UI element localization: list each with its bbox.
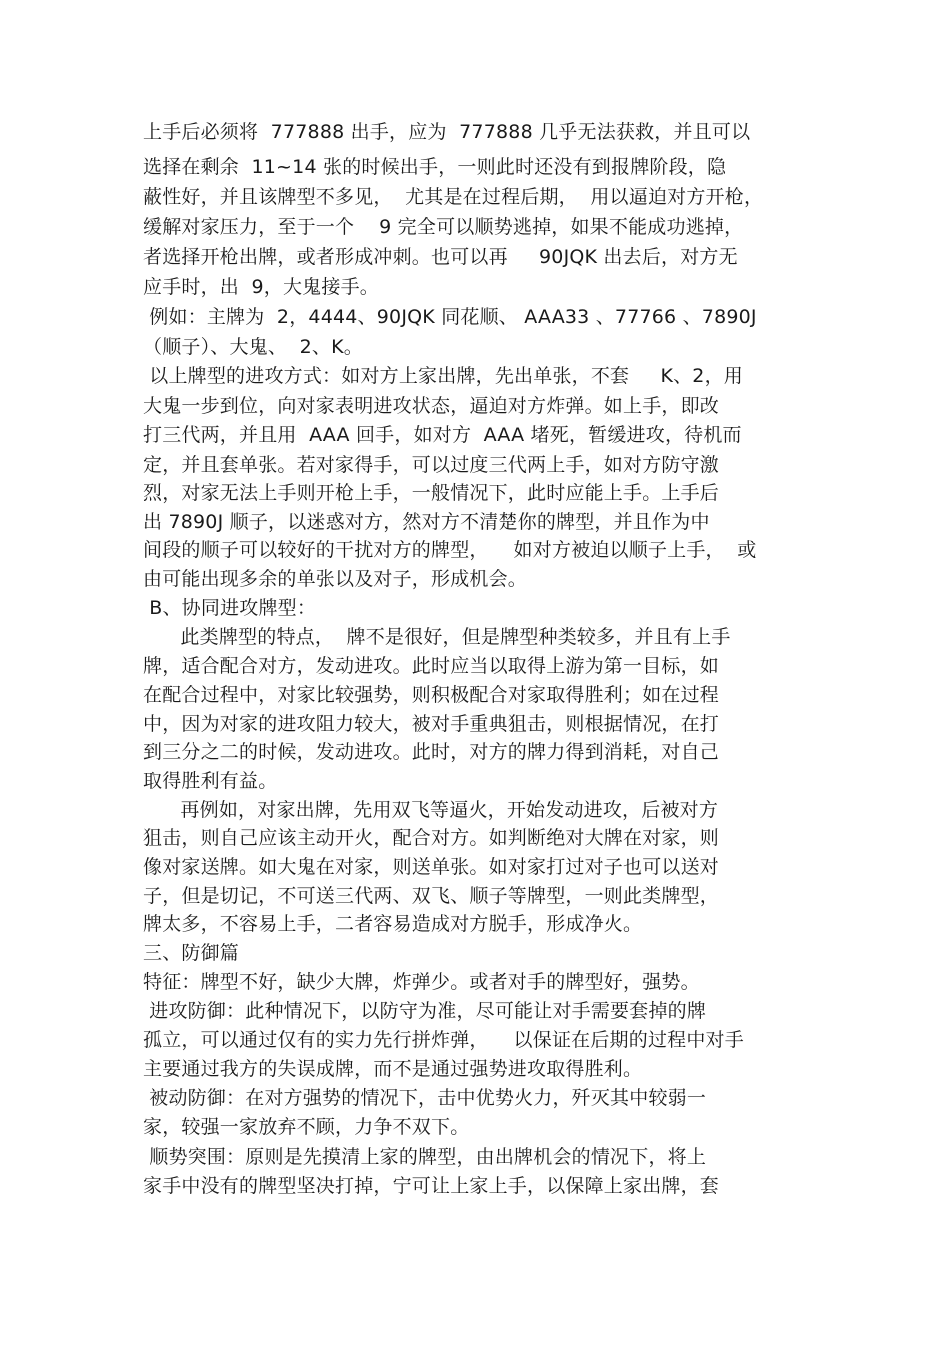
text-line: 取得胜利有益。 <box>143 770 278 792</box>
text-line: 选择在剩余 11~14 张的时候出手，一则此时还没有到报牌阶段，隐 <box>143 156 727 178</box>
text-line: 例如：主牌为 2，4444、90JQK 同花顺、 AAA33 、77766 、7890J <box>143 306 757 328</box>
text-line: 子，但是切记，不可送三代两、双飞、顺子等牌型，一则此类牌型， <box>143 885 720 907</box>
text-line: 牌，适合配合对方，发动进攻。此时应当以取得上游为第一目标，如 <box>143 655 720 677</box>
text-line: 到三分之二的时候，发动进攻。此时，对方的牌力得到消耗，对自己 <box>143 741 720 763</box>
section-heading: 三、防御篇 <box>143 942 240 964</box>
text-line: 上手后必须将 777888 出手，应为 777888 几乎无法获救，并且可以 <box>143 121 751 143</box>
text-line: 在配合过程中，对家比较强势，则积极配合对家取得胜利；如在过程 <box>143 684 720 706</box>
text-line: 缓解对家压力，至于一个 9 完全可以顺势逃掉，如果不能成功逃掉， <box>143 216 744 238</box>
text-line: 狙击，则自己应该主动开火，配合对方。如判断绝对大牌在对家，则 <box>143 827 720 849</box>
text-line: 孤立，可以通过仅有的实力先行拼炸弹， 以保证在后期的过程中对手 <box>143 1029 744 1051</box>
text-line: 顺势突围：原则是先摸清上家的牌型，由出牌机会的情况下，将上 <box>143 1146 707 1168</box>
text-line: 大鬼一步到位，向对家表明进攻状态，逼迫对方炸弹。如上手，即改 <box>143 395 720 417</box>
text-line: 出 7890J 顺子，以迷惑对方，然对方不清楚你的牌型，并且作为中 <box>143 511 710 533</box>
text-line: 牌太多，不容易上手，二者容易造成对方脱手，形成净火。 <box>143 913 643 935</box>
section-heading: B、协同进攻牌型： <box>143 597 317 619</box>
text-line: 主要通过我方的失误成牌，而不是通过强势进攻取得胜利。 <box>143 1058 643 1080</box>
text-line: 进攻防御：此种情况下，以防守为准，尽可能让对手需要套掉的牌 <box>143 1000 707 1022</box>
text-line: 此类牌型的特点， 牌不是很好，但是牌型种类较多，并且有上手 <box>143 626 731 648</box>
text-line: 打三代两，并且用 AAA 回手，如对方 AAA 堵死，暂缓进攻，待机而 <box>143 424 742 446</box>
text-line: 中，因为对家的进攻阻力较大，被对手重典狙击，则根据情况，在打 <box>143 713 720 735</box>
text-line: （顺子）、大鬼、 2、K。 <box>143 336 363 358</box>
text-line: 间段的顺子可以较好的干扰对方的牌型， 如对方被迫以顺子上手， 或 <box>143 539 757 561</box>
text-line: 再例如，对家出牌，先用双飞等逼火，开始发动进攻，后被对方 <box>143 799 719 821</box>
text-line: 定，并且套单张。若对家得手，可以过度三代两上手，如对方防守激 <box>143 454 720 476</box>
text-line: 者选择开枪出牌，或者形成冲刺。也可以再 90JQK 出去后，对方无 <box>143 246 738 268</box>
text-line: 家手中没有的牌型坚决打掉，宁可让上家上手，以保障上家出牌，套 <box>143 1175 720 1197</box>
text-line: 烈，对家无法上手则开枪上手，一般情况下，此时应能上手。上手后 <box>143 482 720 504</box>
text-line: 特征：牌型不好，缺少大牌，炸弹少。或者对手的牌型好，强势。 <box>143 971 700 993</box>
text-line: 家，较强一家放弃不顾，力争不双下。 <box>143 1116 470 1138</box>
text-line: 以上牌型的进攻方式：如对方上家出牌，先出单张，不套 K、2，用 <box>143 365 743 387</box>
text-line: 像对家送牌。如大鬼在对家，则送单张。如对家打过对子也可以送对 <box>143 856 720 878</box>
text-line: 应手时，出 9，大鬼接手。 <box>143 276 379 298</box>
text-line: 蔽性好，并且该牌型不多见， 尤其是在过程后期， 用以逼迫对方开枪， <box>143 186 764 208</box>
text-line: 由可能出现多余的单张以及对子，形成机会。 <box>143 568 528 590</box>
text-line: 被动防御：在对方强势的情况下，击中优势火力，歼灭其中较弱一 <box>143 1087 707 1109</box>
